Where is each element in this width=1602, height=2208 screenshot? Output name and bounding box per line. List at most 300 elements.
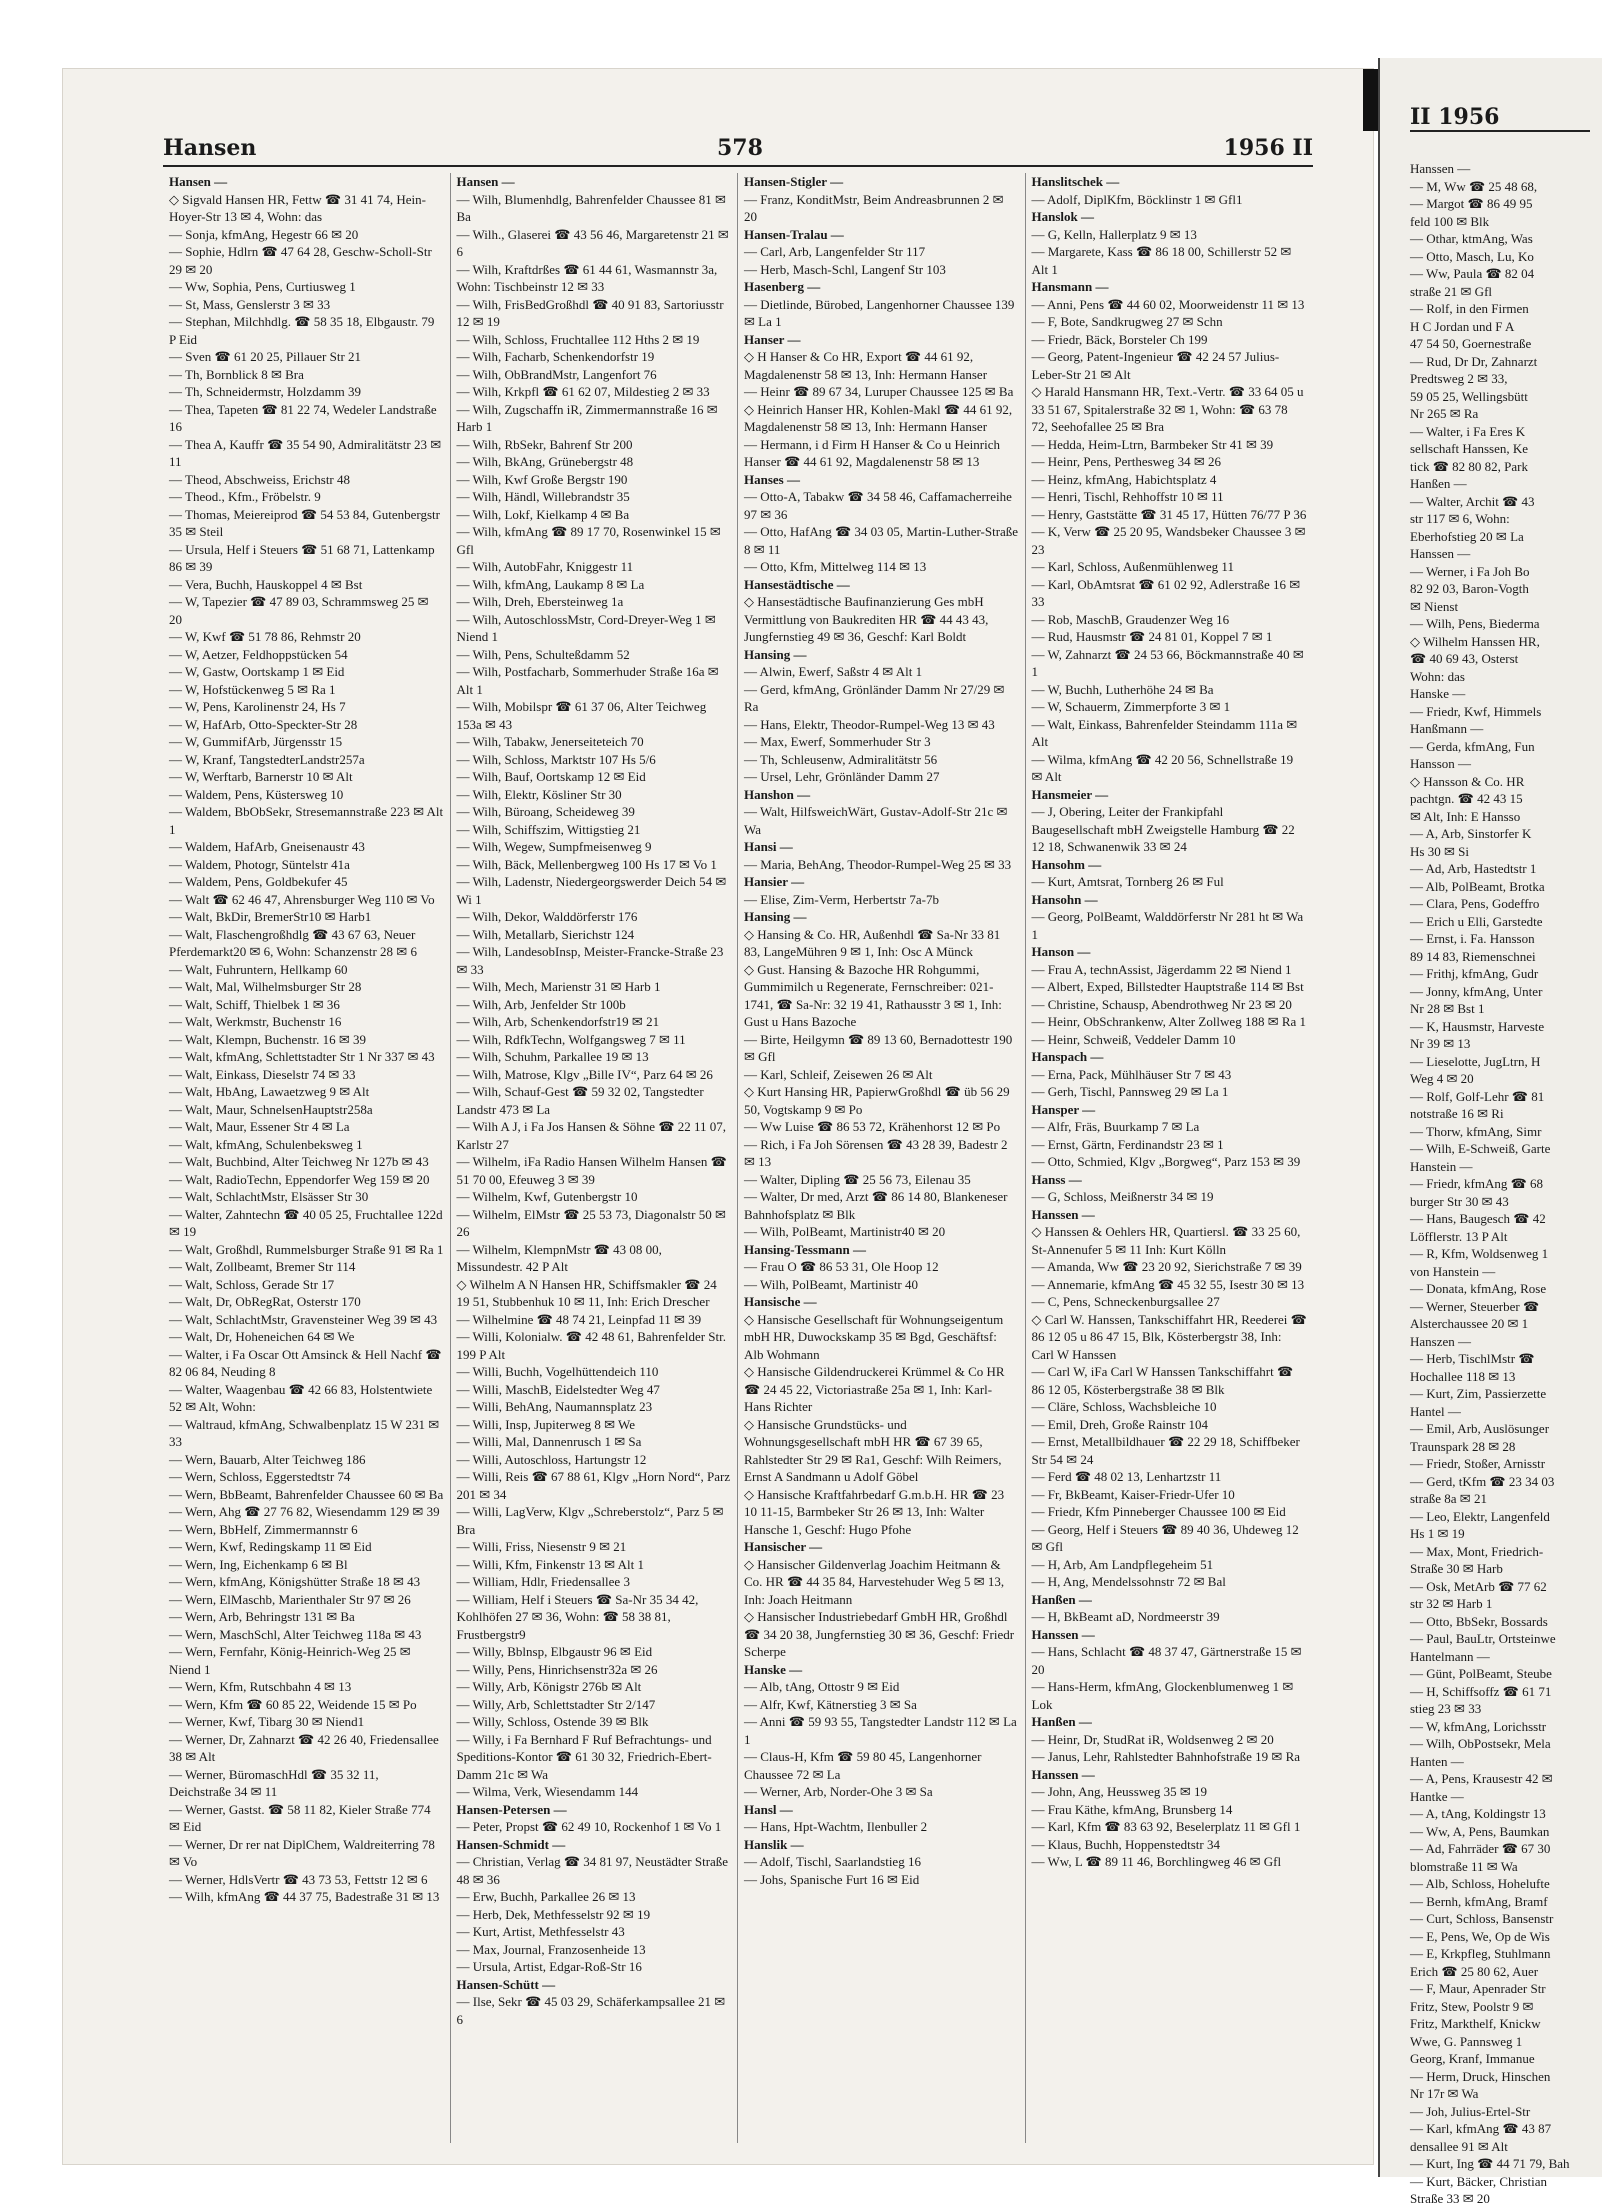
directory-entry: — Walt, Dr, Hoheneichen 64 ✉ We — [169, 1329, 355, 1344]
directory-entry: — John, Ang, Heussweg 35 ✉ 19 — [1031, 1784, 1208, 1799]
directory-entry: — Wilh, Mech, Marienstr 31 ✉ Harb 1 — [456, 979, 661, 994]
next-page-entry: — Walter, i Fa Eres K — [1410, 423, 1526, 439]
directory-entry: — Rob, MaschB, Graudenzer Weg 16 — [1031, 611, 1230, 627]
directory-entry: — Wilh, kfmAng, Laukamp 8 ✉ La — [456, 576, 645, 592]
directory-entry: Hansestädtische — — [744, 576, 850, 592]
directory-entry: — Wilh, ObBrandMstr, Langenfort 76 — [456, 366, 657, 382]
directory-entry: — Wilh, Arb, Schenkendorfstr19 ✉ 21 — [456, 1014, 660, 1029]
next-page-entry: — Kurt, Ing ☎ 44 71 79, Bah — [1410, 2156, 1570, 2171]
directory-entry: — Werner, Kwf, Tibarg 30 ✉ Niend1 — [169, 1714, 365, 1729]
next-page-entry: — Karl, kfmAng ☎ 43 87 — [1410, 2121, 1552, 2136]
directory-entry: Hansmeier — — [1031, 786, 1109, 802]
column-2 — [451, 173, 739, 2143]
next-page-entry: Hanßmann — — [1410, 721, 1484, 736]
directory-entry: — Ww, Sophia, Pens, Curtiusweg 1 — [169, 279, 356, 294]
next-page-edge — [1378, 58, 1602, 2206]
directory-entry: — Wilh, Tabakw, Jenerseiteteich 70 — [456, 734, 644, 749]
next-page-entry: feld 100 ✉ Blk — [1410, 213, 1490, 229]
directory-entry: — Wilh, AutobFahr, Kniggestr 11 — [456, 559, 634, 574]
directory-entry: — St, Mass, Genslerstr 3 ✉ 33 — [169, 296, 331, 312]
next-page-entry: — Osk, MetArb ☎ 77 62 — [1410, 1578, 1547, 1594]
header-year-volume: 1956 II — [1223, 135, 1313, 161]
directory-entry: Hansing-Tessmann — — [744, 1241, 866, 1257]
directory-entry: — Hedda, Heim-Ltrn, Barmbeker Str 41 ✉ 39 — [1031, 436, 1274, 452]
directory-entry: Hanßen — — [1031, 1714, 1092, 1729]
directory-entry: — Walt, HilfsweichWärt, Gustav-Adolf-Str 21c ✉ Wa — [744, 804, 1008, 837]
next-page-entry: — Paul, BauLtr, Ortsteinwe — [1410, 1631, 1556, 1646]
directory-entry: ◇ Hansische Kraftfahrbedarf G.m.b.H. HR ☎ 23 10 11-15, Barmbeker Str 26 ✉ 13, Inh: Walter Hansche 1, Geschf: Hugo Pfohe — [744, 1486, 1005, 1537]
directory-entry: — Walter, Waagenbau ☎ 42 66 83, Holstentwiete 52 ✉ Alt, Wohn: — [169, 1381, 433, 1414]
directory-entry: Hanslitschek — — [1031, 174, 1120, 189]
directory-entry: ◇ Carl W. Hanssen, Tankschiffahrt HR, Reederei ☎ 86 12 05 u 86 47 15, Blk, Kösterbergstr 38, Inh: Carl W Hanssen — [1031, 1311, 1307, 1362]
directory-entry: — Wilma, kfmAng ☎ 42 20 56, Schnellstraße 19 ✉ Alt — [1031, 751, 1294, 784]
directory-entry: — F, Bote, Sandkrugweg 27 ✉ Schn — [1031, 314, 1223, 329]
directory-entry: Hanssen — — [1031, 1206, 1095, 1222]
directory-entry: — Waldem, BbObSekr, Stresemannstraße 223 ✉ Alt 1 — [169, 804, 444, 837]
directory-entry: — Wilh, Händl, Willebrandstr 35 — [456, 489, 630, 504]
next-page-entry: straße 8a ✉ 21 — [1410, 1491, 1487, 1506]
directory-entry: — Wilh, Bauf, Oortskamp 12 ✉ Eid — [456, 769, 646, 784]
next-page-entry: Fritz, Stew, Poolstr 9 ✉ — [1410, 1998, 1534, 2014]
directory-entry: — Wilh, kfmAng ☎ 89 17 70, Rosenwinkel 15 ✉ Gfl — [456, 524, 721, 557]
directory-entry: — Wilh, Pens, Schulteßdamm 52 — [456, 646, 630, 662]
directory-entry: — Waldem, Pens, Küstersweg 10 — [169, 786, 344, 802]
directory-entry: — Willi, MaschB, Eidelstedter Weg 47 — [456, 1381, 660, 1397]
next-page-entry: — Gerda, kfmAng, Fun — [1410, 738, 1535, 754]
next-page-entry: 59 05 25, Wellingsbütt — [1410, 388, 1528, 404]
next-page-entry: — A, Arb, Sinstorfer K — [1410, 826, 1532, 841]
directory-entry: — Alwin, Ewerf, Saßstr 4 ✉ Alt 1 — [744, 664, 923, 679]
directory-entry: Hansohn — — [1031, 891, 1098, 907]
directory-entry: — Wilh, PolBeamt, Martinistr40 ✉ 20 — [744, 1224, 946, 1239]
directory-entry: — Willi, BehAng, Naumannsplatz 23 — [456, 1399, 653, 1414]
next-page-entry: — Ad, Fahrräder ☎ 67 30 — [1410, 1841, 1551, 1856]
directory-entry: — Willi, Reis ☎ 67 88 61, Klgv „Horn Nord“, Parz 201 ✉ 34 — [456, 1469, 731, 1502]
directory-entry: — Walt, Klempn, Buchenstr. 16 ✉ 39 — [169, 1031, 367, 1047]
next-page-entry: — Werner, i Fa Joh Bo — [1410, 563, 1530, 579]
directory-entry: — Georg, PolBeamt, Walddörferstr Nr 281 ht ✉ Wa 1 — [1031, 909, 1304, 942]
directory-entry: — Heinr, Pens, Perthesweg 34 ✉ 26 — [1031, 454, 1221, 469]
directory-entry: — Walt, Schloss, Gerade Str 17 — [169, 1276, 335, 1292]
directory-entry: — Stephan, Milchhdlg. ☎ 58 35 18, Elbgaustr. 79 P Eid — [169, 314, 435, 347]
directory-entry: — Th, Bornblick 8 ✉ Bra — [169, 366, 304, 382]
next-page-entry: — A, Pens, Krausestr 42 ✉ — [1410, 1771, 1553, 1786]
next-page-entry: — Hans, Baugesch ☎ 42 — [1410, 1211, 1546, 1226]
directory-entry: — Th, Schneidermstr, Holzdamm 39 — [169, 384, 362, 399]
directory-entry: — Wilh, BkAng, Grünebergstr 48 — [456, 454, 634, 469]
directory-entry: — Willy, Schloss, Ostende 39 ✉ Blk — [456, 1714, 649, 1729]
next-page-entry: ✉ Alt, Inh: E Hansso — [1410, 808, 1521, 824]
directory-entry: Hanßen — — [1031, 1591, 1092, 1607]
directory-entry: Hanses — — [744, 471, 800, 487]
directory-entry: — J, Obering, Leiter der Frankipfahl Baugesellschaft mbH Zweigstelle Hamburg ☎ 22 12 18, Schwanenwik 33 ✉ 24 — [1031, 804, 1295, 854]
next-page-entry: Hantel — — [1410, 1403, 1461, 1419]
directory-entry: — Wilh, Wegew, Sumpfmeisenweg 9 — [456, 839, 652, 854]
directory-entry: — Christine, Schausp, Abendrothweg Nr 23 ✉ 20 — [1031, 996, 1292, 1012]
directory-entry: — Ursula, Helf i Steuers ☎ 51 68 71, Lattenkamp 86 ✉ 39 — [169, 541, 435, 574]
next-page-entry: — Ww, Paula ☎ 82 04 — [1410, 266, 1535, 281]
directory-entry: — William, Hdlr, Friedensallee 3 — [456, 1574, 630, 1589]
directory-entry: — Wern, ElMaschb, Marienthaler Str 97 ✉ 26 — [169, 1591, 411, 1607]
directory-entry: — Hans, Hpt-Wachtm, Ilenbuller 2 — [744, 1819, 928, 1834]
directory-entry: Hansischer — — [744, 1539, 823, 1554]
next-page-entry: — Margot ☎ 86 49 95 — [1410, 196, 1533, 211]
directory-entry: — Wilh, PolBeamt, Martinistr 40 — [744, 1276, 919, 1292]
directory-entry: — Willi, Friss, Niesenstr 9 ✉ 21 — [456, 1539, 627, 1554]
next-page-entry: — Wilh, Pens, Biederma — [1410, 616, 1540, 631]
next-page-entry: Hanssen — — [1410, 546, 1471, 561]
next-page-entry: — A, tAng, Koldingstr 13 — [1410, 1806, 1546, 1821]
next-page-entry: Wohn: das — [1410, 668, 1465, 684]
directory-entry: ◇ Kurt Hansing HR, PapierwGroßhdl ☎ üb 56 29 50, Vogtskamp 9 ✉ Po — [744, 1084, 1010, 1117]
directory-entry: — Waldem, Photogr, Süntelstr 41a — [169, 856, 350, 872]
next-page-entry: Hanssen — — [1410, 161, 1471, 176]
next-page-entry: — Friedr, Kwf, Himmels — [1410, 703, 1542, 719]
directory-entry: — Wilh., Glaserei ☎ 43 56 46, Margaretenstr 21 ✉ 6 — [456, 226, 729, 259]
directory-entry: — Klaus, Buchh, Hoppenstedtstr 34 — [1031, 1836, 1220, 1852]
directory-entry: — Wilh, Schauf-Gest ☎ 59 32 02, Tangstedter Landstr 473 ✉ La — [456, 1084, 704, 1117]
directory-entry: — Wern, Kfm ☎ 60 85 22, Weidende 15 ✉ Po — [169, 1696, 417, 1712]
next-page-entry: stieg 23 ✉ 33 — [1410, 1701, 1482, 1716]
next-page-entry: — Werner, Steuerber ☎ — [1410, 1298, 1540, 1314]
directory-entry: — Willi, Insp, Jupiterweg 8 ✉ We — [456, 1416, 636, 1432]
directory-entry: Hansmann — — [1031, 279, 1109, 294]
directory-entry: — Werner, HdlsVertr ☎ 43 73 53, Fettstr 12 ✉ 6 — [169, 1871, 428, 1887]
directory-entry: Hansen-Petersen — — [456, 1801, 567, 1817]
directory-entry: ◇ Hansische Gildendruckerei Krümmel & Co HR ☎ 24 45 22, Victoriastraße 25a ✉ 1, Inh: Karl-Hans Richter — [744, 1364, 1005, 1414]
directory-entry: — Wern, BbHelf, Zimmermannstr 6 — [169, 1521, 358, 1537]
next-page-entry: 47 54 50, Goernestraße — [1410, 336, 1532, 351]
directory-entry: — Gerh, Tischl, Pannsweg 29 ✉ La 1 — [1031, 1084, 1229, 1099]
directory-entry: — Walt ☎ 62 46 47, Ahrensburger Weg 110 ✉ Vo — [169, 891, 435, 907]
directory-entry: — Herb, Dek, Methfesselstr 92 ✉ 19 — [456, 1906, 651, 1922]
directory-entry: — Rud, Hausmstr ☎ 24 81 01, Koppel 7 ✉ 1 — [1031, 629, 1273, 644]
next-page-entry: Hs 1 ✉ 19 — [1410, 1526, 1465, 1541]
next-page-entry: — Ernst, i. Fa. Hansson — [1410, 931, 1535, 946]
directory-entry: — Ursel, Lehr, Grönländer Damm 27 — [744, 769, 940, 784]
directory-entry: ◇ Heinrich Hanser HR, Kohlen-Makl ☎ 44 61 92, Magdalenenstr 58 ✉ 13, Inh: Hermann Hanser — [744, 401, 1013, 434]
directory-entry: — Werner, Dr, Zahnarzt ☎ 42 26 40, Friedensallee 38 ✉ Alt — [169, 1731, 439, 1764]
directory-entry: — Otto-A, Tabakw ☎ 34 58 46, Caffamacherreihe 97 ✉ 36 — [744, 489, 1012, 522]
directory-entry: — Walt, kfmAng, Schulenbeksweg 1 — [169, 1136, 363, 1152]
directory-entry: — Walt, Großhdl, Rummelsburger Straße 91 ✉ Ra 1 — [169, 1241, 444, 1257]
directory-entry: — Otto, Schmied, Klgv „Borgweg“, Parz 153 ✉ 39 — [1031, 1154, 1301, 1169]
next-page-entry: — Walter, Archit ☎ 43 — [1410, 493, 1535, 509]
directory-entry: — Wilh, Postfacharb, Sommerhuder Straße 16a ✉ Alt 1 — [456, 664, 719, 697]
next-page-entry: — Lieselotte, JugLtrn, H — [1410, 1053, 1541, 1069]
next-page-entry: — Wilh, E-Schweiß, Garte — [1410, 1141, 1551, 1156]
directory-entry: — Wilh, AutoschlossMstr, Cord-Dreyer-Weg 1 ✉ Niend 1 — [456, 611, 716, 644]
next-page-entry: Fritz, Markthelf, Knickw — [1410, 2016, 1541, 2031]
directory-entry: — Wilh, Kraftdrßes ☎ 61 44 61, Wasmannstr 3a, Wohn: Tischbeinstr 12 ✉ 33 — [456, 261, 718, 294]
directory-entry: — Heinr ☎ 89 67 34, Luruper Chaussee 125 ✉ Ba — [744, 384, 1014, 399]
next-page-entry: — Günt, PolBeamt, Steube — [1410, 1666, 1552, 1681]
next-page-entry: Hanszen — — [1410, 1333, 1472, 1349]
directory-entry: — Walt, SchlachtMstr, Gravensteiner Weg 39 ✉ 43 — [169, 1311, 438, 1327]
directory-entry: — Ursula, Artist, Edgar-Roß-Str 16 — [456, 1959, 642, 1974]
directory-entry: — Vera, Buchh, Hauskoppel 4 ✉ Bst — [169, 576, 363, 592]
next-page-entry: — Leo, Elektr, Langenfeld — [1410, 1508, 1550, 1524]
directory-entry: Hansen-Stigler — — [744, 174, 844, 189]
next-page-entry: — Clara, Pens, Godeffro — [1410, 896, 1540, 911]
directory-entry: — Wilhelm, KlempnMstr ☎ 43 08 00, Missundestr. 42 P Alt — [456, 1241, 662, 1274]
directory-entry: — Thea A, Kauffr ☎ 35 54 90, Admiralitätstr 23 ✉ 11 — [169, 436, 442, 469]
next-page-entry: Nr 28 ✉ Bst 1 — [1410, 1001, 1485, 1016]
next-page-entry: — Alb, PolBeamt, Brotka — [1410, 878, 1545, 894]
next-page-entry: Georg, Kranf, Immanue — [1410, 2051, 1535, 2066]
next-page-entry: straße 21 ✉ Gfl — [1410, 283, 1493, 299]
directory-entry: — Wilh, Schloss, Fruchtallee 112 Hths 2 ✉ 19 — [456, 331, 700, 347]
directory-entry: — Emil, Dreh, Große Rainstr 104 — [1031, 1416, 1209, 1432]
directory-entry: — Wilh, Elektr, Kösliner Str 30 — [456, 786, 622, 802]
directory-entry: — Th, Schleusenw, Admiralitätstr 56 — [744, 751, 938, 767]
directory-entry: — Karl, Kfm ☎ 83 63 92, Beselerplatz 11 ✉ Gfl 1 — [1031, 1819, 1301, 1834]
next-page-entry: von Hanstein — — [1410, 1263, 1496, 1279]
next-page-entry: blomstraße 11 ✉ Wa — [1410, 1858, 1518, 1874]
directory-entry: — Wilh, Metallarb, Sierichstr 124 — [456, 926, 635, 942]
directory-entry: — Karl, ObAmtsrat ☎ 61 02 92, Adlerstraße 16 ✉ 33 — [1031, 576, 1301, 609]
directory-entry: — Albert, Exped, Billstedter Hauptstraße 114 ✉ Bst — [1031, 979, 1304, 994]
directory-entry: — Rich, i Fa Joh Sörensen ☎ 43 28 39, Badestr 2 ✉ 13 — [744, 1136, 1008, 1169]
next-page-entry: — Joh, Julius-Ertel-Str — [1410, 2103, 1531, 2119]
next-page-entry: Hanßen — — [1410, 476, 1467, 491]
directory-entry: ◇ Hansischer Gildenverlag Joachim Heitmann & Co. HR ☎ 44 35 84, Harvestehuder Weg 5 ✉ 13, Inh: Joach Heitmann — [744, 1556, 1005, 1607]
directory-entry: — Sonja, kfmAng, Hegestr 66 ✉ 20 — [169, 226, 359, 242]
next-page-entry: Straße 33 ✉ 20 — [1410, 2191, 1490, 2206]
directory-entry: Hansper — — [1031, 1101, 1096, 1117]
column-1 — [163, 173, 451, 2143]
directory-entry: — Johs, Spanische Furt 16 ✉ Eid — [744, 1871, 920, 1887]
next-page-entry: Hansson — — [1410, 756, 1472, 771]
directory-entry: — Heinr, Dr, StudRat iR, Woldsenweg 2 ✉ 20 — [1031, 1731, 1274, 1747]
directory-entry: — Wern, MaschSchl, Alter Teichweg 118a ✉ 43 — [169, 1626, 422, 1642]
next-page-entry: — Rolf, Golf-Lehr ☎ 81 — [1410, 1088, 1545, 1104]
directory-entry: Hansen-Tralau — — [744, 226, 844, 242]
directory-entry: — Adolf, DiplKfm, Böcklinstr 1 ✉ Gfl1 — [1031, 191, 1243, 207]
next-page-entry: Wwe, G. Pannsweg 1 — [1410, 2033, 1523, 2049]
directory-entry: Hansen — — [456, 174, 515, 189]
directory-entry: — Walt, Maur, SchnelsenHauptstr258a — [169, 1101, 373, 1117]
directory-entry: — Max, Ewerf, Sommerhuder Str 3 — [744, 734, 931, 749]
directory-entry: — Wilh, RbSekr, Bahrenf Str 200 — [456, 436, 633, 452]
directory-entry: — Theod., Kfm., Fröbelstr. 9 — [169, 489, 321, 504]
directory-entry: Hanspach — — [1031, 1049, 1104, 1064]
directory-entry: Hanslik — — [744, 1836, 804, 1852]
page-number: 578 — [717, 135, 763, 161]
directory-entry: — Wilma, Verk, Wiesendamm 144 — [456, 1784, 639, 1799]
directory-entry: — Wilh, Schloss, Marktstr 107 Hs 5/6 — [456, 751, 656, 767]
directory-entry: ◇ Sigvald Hansen HR, Fettw ☎ 31 41 74, Hein-Hoyer-Str 13 ✉ 4, Wohn: das — [169, 191, 426, 224]
directory-entry: — Wilh, Mobilspr ☎ 61 37 06, Alter Teichweg 153a ✉ 43 — [456, 699, 707, 732]
directory-entry: ◇ H Hanser & Co HR, Export ☎ 44 61 92, Magdalenenstr 58 ✉ 13, Inh: Hermann Hanser — [744, 349, 988, 382]
directory-entry: — Elise, Zim-Verm, Herbertstr 7a-7b — [744, 891, 939, 907]
directory-entry: — Karl, Schloss, Außenmühlenweg 11 — [1031, 559, 1234, 574]
directory-entry: — Fr, BkBeamt, Kaiser-Friedr-Ufer 10 — [1031, 1486, 1235, 1502]
next-page-entry: Alsterchaussee 20 ✉ 1 — [1410, 1316, 1529, 1331]
directory-entry: — Walt, RadioTechn, Eppendorfer Weg 159 ✉ 20 — [169, 1171, 430, 1187]
next-page-entry: — Kurt, Zim, Passierzette — [1410, 1386, 1547, 1401]
next-page-entry: notstraße 16 ✉ Ri — [1410, 1106, 1504, 1121]
directory-entry: — Willi, LagVerw, Klgv „Schreberstolz“, Parz 5 ✉ Bra — [456, 1504, 724, 1537]
directory-entry: — Georg, Patent-Ingenieur ☎ 42 24 57 Julius-Leber-Str 21 ✉ Alt — [1031, 349, 1280, 382]
next-page-entry: — M, Ww ☎ 25 48 68, — [1410, 178, 1538, 194]
directory-entry: — Werner, Arb, Norder-Ohe 3 ✉ Sa — [744, 1784, 933, 1799]
directory-entry: — Wilh, Zugschaffn iR, Zimmermannstraße 16 ✉ Harb 1 — [456, 401, 718, 434]
directory-entry: — Wern, kfmAng, Königshütter Straße 18 ✉ 43 — [169, 1574, 421, 1589]
directory-entry: — Janus, Lehr, Rahlstedter Bahnhofstraße 19 ✉ Ra — [1031, 1749, 1301, 1764]
directory-entry: — Walt, Werkmstr, Buchenstr 16 — [169, 1014, 342, 1029]
next-page-entry: — Otto, BbSekr, Bossards — [1410, 1613, 1548, 1629]
next-page-entry: — Gerd, tKfm ☎ 23 34 03 — [1410, 1473, 1555, 1489]
directory-entry: — W, Hofstückenweg 5 ✉ Ra 1 — [169, 681, 336, 697]
directory-entry: — Wilh, Dreh, Ebersteinweg 1a — [456, 594, 624, 609]
directory-entry: — Walter, Zahntechn ☎ 40 05 25, Fruchtallee 122d ✉ 19 — [169, 1206, 443, 1239]
next-page-entry: — Rud, Dr Dr, Zahnarzt — [1410, 353, 1538, 369]
directory-entry: — Erna, Pack, Mühlhäuser Str 7 ✉ 43 — [1031, 1066, 1232, 1082]
directory-entry: — Willi, Kolonialw. ☎ 42 48 61, Bahrenfelder Str. 199 P Alt — [456, 1329, 726, 1362]
next-page-entry: — Alb, Schloss, Hohelufte — [1410, 1876, 1550, 1891]
directory-entry: — Frau A, technAssist, Jägerdamm 22 ✉ Niend 1 — [1031, 961, 1292, 977]
directory-entry: — Heinr, ObSchrankenw, Alter Zollweg 188 ✉ Ra 1 — [1031, 1014, 1307, 1029]
directory-entry: — Willy, Arb, Königstr 276b ✉ Alt — [456, 1679, 642, 1694]
directory-entry: — Claus-H, Kfm ☎ 59 80 45, Langenhorner Chaussee 72 ✉ La — [744, 1749, 982, 1782]
directory-entry: — Sophie, Hdlrn ☎ 47 64 28, Geschw-Scholl-Str 29 ✉ 20 — [169, 244, 432, 277]
directory-entry: ◇ Gust. Hansing & Bazoche HR Rohgummi, Gummimilch u Regenerate, Fernschreiber: 021-1741, ☎ Sa-Nr: 32 19 41, Rathausstr 3 ✉ 1, Inh: Gust u Hans Bazoche — [744, 961, 1002, 1029]
directory-entry: — W, HafArb, Otto-Speckter-Str 28 — [169, 716, 358, 732]
next-page-entry: Hanstein — — [1410, 1158, 1473, 1174]
directory-entry: — Hans-Herm, kfmAng, Glockenblumenweg 1 ✉ Lok — [1031, 1679, 1294, 1712]
directory-entry: — Friedr, Kfm Pinneberger Chaussee 100 ✉ Eid — [1031, 1504, 1286, 1519]
directory-entry: — Wilh, Krkpfl ☎ 61 62 07, Mildestieg 2 ✉ 33 — [456, 384, 710, 399]
directory-entry: — Otto, HafAng ☎ 34 03 05, Martin-Luther-Straße 8 ✉ 11 — [744, 524, 1019, 557]
directory-entry: — Wern, Ing, Eichenkamp 6 ✉ Bl — [169, 1556, 348, 1572]
next-page-entry: Hanske — — [1410, 686, 1466, 701]
next-page-entry: str 32 ✉ Harb 1 — [1410, 1596, 1493, 1611]
directory-entry: — C, Pens, Schneckenburgsallee 27 — [1031, 1294, 1220, 1309]
next-page-entry: burger Str 30 ✉ 43 — [1410, 1193, 1509, 1209]
next-page-entry: tick ☎ 82 80 82, Park — [1410, 458, 1529, 474]
directory-entry: — W, Gastw, Oortskamp 1 ✉ Eid — [169, 664, 345, 679]
directory-entry: — Anni ☎ 59 93 55, Tangstedter Landstr 112 ✉ La 1 — [744, 1714, 1017, 1747]
directory-entry: Hansohm — — [1031, 856, 1102, 872]
directory-entry: — Sven ☎ 61 20 25, Pillauer Str 21 — [169, 349, 362, 364]
next-page-entry: — R, Kfm, Woldsenweg 1 — [1410, 1246, 1549, 1261]
next-page-entry: Nr 265 ✉ Ra — [1410, 406, 1479, 421]
directory-entry: Hansen-Schütt — — [456, 1976, 556, 1992]
next-page-entry: — W, kfmAng, Lorichsstr — [1410, 1718, 1547, 1734]
directory-entry: Hansier — — [744, 874, 805, 889]
directory-entry: Hanssen — — [1031, 1766, 1095, 1782]
next-page-entry: Löfflerstr. 13 P Alt — [1410, 1228, 1508, 1244]
directory-entry: Hansing — — [744, 909, 807, 924]
directory-entry: Hanshon — — [744, 786, 811, 802]
directory-entry: — Wilh A J, i Fa Jos Hansen & Söhne ☎ 22 11 07, Karlstr 27 — [456, 1119, 727, 1152]
directory-page — [62, 68, 1374, 2165]
next-page-entry: — Thorw, kfmAng, Simr — [1410, 1123, 1542, 1139]
directory-entry: — Kurt, Amtsrat, Tornberg 26 ✉ Ful — [1031, 874, 1224, 889]
directory-entry: — Walt, Buchbind, Alter Teichweg Nr 127b ✉ 43 — [169, 1154, 429, 1169]
directory-entry: — W, Werftarb, Barnerstr 10 ✉ Alt — [169, 769, 353, 784]
directory-entry: ◇ Wilhelm A N Hansen HR, Schiffsmakler ☎ 24 19 51, Stubbenhuk 10 ✉ 11, Inh: Erich Drescher — [456, 1276, 717, 1309]
next-page-entry: — Max, Mont, Friedrich- — [1410, 1543, 1544, 1559]
directory-entry: Hanson — — [1031, 944, 1091, 959]
next-page-entry: Straße 30 ✉ Harb — [1410, 1561, 1503, 1576]
directory-entry: — Gerd, kfmAng, Grönländer Damm Nr 27/29 ✉ Ra — [744, 681, 1005, 714]
directory-entry: — Walt, Maur, Essener Str 4 ✉ La — [169, 1119, 350, 1134]
next-page-entry: — Jonny, kfmAng, Unter — [1410, 983, 1543, 999]
directory-entry: — Waldem, HafArb, Gneisenaustr 43 — [169, 839, 365, 854]
next-page-entry: — Ad, Arb, Hastedtstr 1 — [1410, 861, 1537, 876]
directory-entry: — Wilh, Schuhm, Parkallee 19 ✉ 13 — [456, 1049, 649, 1064]
directory-entry: — Wern, Ahg ☎ 27 76 82, Wiesendamm 129 ✉ 39 — [169, 1504, 440, 1519]
directory-entry: — H, BkBeamt aD, Nordmeerstr 39 — [1031, 1609, 1220, 1624]
directory-entry: — Willy, i Fa Bernhard F Ruf Befrachtungs- und Speditions-Kontor ☎ 61 30 32, Friedrich-Ebert-Damm 21c ✉ Wa — [456, 1731, 712, 1782]
directory-entry: — Wern, Arb, Behringstr 131 ✉ Ba — [169, 1609, 355, 1624]
directory-entry: — Hans, Elektr, Theodor-Rumpel-Weg 13 ✉ 43 — [744, 716, 995, 732]
directory-entry: Hanser — — [744, 331, 801, 347]
directory-entry: — Willi, Buchh, Vogelhüttendeich 110 — [456, 1364, 659, 1379]
directory-entry: — Waldem, Pens, Goldbekufer 45 — [169, 874, 348, 889]
directory-entry: — W, Pens, Karolinenstr 24, Hs 7 — [169, 699, 346, 714]
directory-entry: — W, Schauerm, Zimmerpforte 3 ✉ 1 — [1031, 699, 1231, 714]
directory-entry: — Anni, Pens ☎ 44 60 02, Moorweidenstr 11 ✉ 13 — [1031, 296, 1305, 312]
directory-entry: — Alfr, Fräs, Buurkamp 7 ✉ La — [1031, 1119, 1200, 1134]
directory-entry: — Willi, Autoschloss, Hartungstr 12 — [456, 1451, 647, 1467]
directory-entry: — William, Helf i Steuers ☎ Sa-Nr 35 34 42, Kohlhöfen 27 ✉ 36, Wohn: ☎ 58 38 81, Frustbergstr9 — [456, 1591, 699, 1642]
directory-entry: — Thea, Tapeten ☎ 81 22 74, Wedeler Landstraße 16 — [169, 401, 437, 434]
directory-entry: Hansen — — [169, 174, 228, 189]
directory-entry: — Carl, Arb, Langenfelder Str 117 — [744, 244, 926, 259]
directory-entry: — Frau Käthe, kfmAng, Brunsberg 14 — [1031, 1801, 1233, 1817]
directory-entry: — Wilh, Facharb, Schenkendorfstr 19 — [456, 349, 655, 364]
directory-entry: ◇ Hansing & Co. HR, Außenhdl ☎ Sa-Nr 33 81 83, LangeMühren 9 ✉ 1, Inh: Osc A Münck — [744, 926, 1001, 959]
next-page-entry: Hs 30 ✉ Si — [1410, 843, 1469, 859]
directory-entry: — Willy, Arb, Schlettstadter Str 2/147 — [456, 1696, 656, 1712]
next-page-entry: — Herb, TischlMstr ☎ — [1410, 1351, 1535, 1366]
directory-entry: — G, Kelln, Hallerplatz 9 ✉ 13 — [1031, 226, 1197, 242]
directory-entry: — Otto, Kfm, Mittelweg 114 ✉ 13 — [744, 559, 927, 574]
directory-entry: — Alb, tAng, Ottostr 9 ✉ Eid — [744, 1679, 900, 1694]
directory-entry: — Amanda, Ww ☎ 23 20 92, Sierichstraße 7 ✉ 39 — [1031, 1259, 1302, 1274]
next-page-entry: — Wilh, ObPostsekr, Mela — [1410, 1736, 1551, 1751]
directory-entry: — Walter, Dr med, Arzt ☎ 86 14 80, Blankeneser Bahnhofsplatz ✉ Blk — [744, 1189, 1008, 1222]
directory-entry: — Henry, Gaststätte ☎ 31 45 17, Hütten 76/77 P 36 — [1031, 506, 1307, 522]
directory-entry: — Werner, Gastst. ☎ 58 11 82, Kieler Straße 774 ✉ Eid — [169, 1801, 431, 1834]
directory-entry: — W, Zahnarzt ☎ 24 53 66, Böckmannstraße 40 ✉ 1 — [1031, 646, 1304, 679]
next-page-entry: Traunspark 28 ✉ 28 — [1410, 1438, 1516, 1454]
directory-entry: — Christian, Verlag ☎ 34 81 97, Neustädter Straße 48 ✉ 36 — [456, 1854, 729, 1887]
directory-entry: — Franz, KonditMstr, Beim Andreasbrunnen 2 ✉ 20 — [744, 191, 1004, 224]
directory-entry: — W, Kranf, TangstedterLandstr257a — [169, 751, 365, 767]
next-page-entry: Eberhofstieg 20 ✉ La — [1410, 528, 1524, 544]
directory-entry: — Wilhelm, iFa Radio Hansen Wilhelm Hansen ☎ 51 70 00, Efeuweg 3 ✉ 39 — [456, 1154, 727, 1187]
directory-entry: ◇ Hansische Grundstücks- und Wohnungsgesellschaft mbH HR ☎ 67 39 65, Rahlstedter Str 29 ✉ Ra1, Geschf: Wilh Reimers, Ernst A Sandmann u Adolf Göbel — [744, 1416, 1002, 1484]
directory-entry: ◇ Hanssen & Oehlers HR, Quartiersl. ☎ 33 25 60, St-Annenufer 5 ✉ 11 Inh: Kurt Kölln — [1031, 1224, 1301, 1257]
next-page-entry: Nr 39 ✉ 13 — [1410, 1036, 1471, 1051]
directory-entry: — Karl, Schleif, Zeisewen 26 ✉ Alt — [744, 1066, 933, 1082]
directory-entry: Hanss — — [1031, 1171, 1082, 1187]
next-page-entry: 89 14 83, Riemenschnei — [1410, 948, 1536, 964]
directory-entry: — Max, Journal, Franzosenheide 13 — [456, 1941, 646, 1957]
next-page-entry: — E, Krkpfleg, Stuhlmann — [1410, 1946, 1551, 1961]
directory-entry: — Wilh, Bäck, Mellenbergweg 100 Hs 17 ✉ Vo 1 — [456, 856, 717, 872]
directory-entry: Hansi — — [744, 839, 793, 854]
directory-entry: — Erw, Buchh, Parkallee 26 ✉ 13 — [456, 1889, 636, 1904]
directory-entry: — Willi, Mal, Dannenrusch 1 ✉ Sa — [456, 1434, 642, 1449]
next-page-entry: — Ww, A, Pens, Baumkan — [1410, 1823, 1550, 1839]
next-page-entry: densallee 91 ✉ Alt — [1410, 2138, 1508, 2154]
directory-entry: — Kurt, Artist, Methfesselstr 43 — [456, 1924, 625, 1939]
